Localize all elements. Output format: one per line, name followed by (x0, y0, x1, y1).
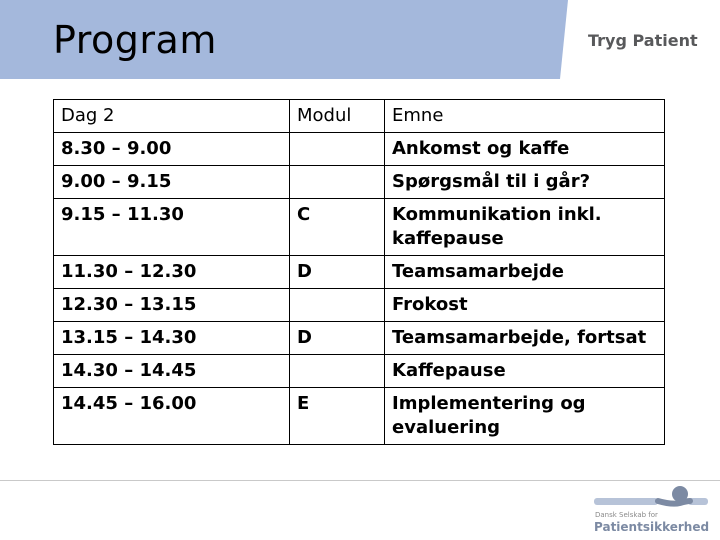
row-topic: Ankomst og kaffe (385, 133, 665, 166)
row-topic: Kaffepause (385, 355, 665, 388)
row-topic: Kommunikation inkl. kaffepause (385, 199, 665, 256)
row-topic: Teamsamarbejde, fortsat (385, 322, 665, 355)
row-module (290, 355, 385, 388)
table-row (54, 289, 665, 322)
row-time: 8.30 – 9.00 (54, 133, 290, 166)
row-time: 14.30 – 14.45 (54, 355, 290, 388)
row-module: D (290, 256, 385, 289)
patientsikkerhed-logo (588, 484, 713, 536)
row-time: 13.15 – 14.30 (54, 322, 290, 355)
column-header-module: Modul (290, 100, 385, 133)
table-row (54, 199, 665, 256)
page-title: Program (53, 18, 217, 62)
row-time: 14.45 – 16.00 (54, 388, 290, 445)
table-row (54, 166, 665, 199)
column-header-day: Dag 2 (54, 100, 290, 133)
table-row (54, 322, 665, 355)
row-topic: Spørgsmål til i går? (385, 166, 665, 199)
footer-divider (0, 480, 720, 481)
row-module: D (290, 322, 385, 355)
logo-name: Patientsikkerhed (594, 520, 710, 534)
program-table (53, 99, 665, 445)
row-topic: Teamsamarbejde (385, 256, 665, 289)
row-module: C (290, 199, 385, 256)
row-module (290, 289, 385, 322)
table-row (54, 133, 665, 166)
row-module (290, 133, 385, 166)
logo-subtitle: Dansk Selskab for (595, 511, 658, 519)
column-header-topic: Emne (385, 100, 665, 133)
table-header-row (54, 100, 665, 133)
row-module: E (290, 388, 385, 445)
row-time: 11.30 – 12.30 (54, 256, 290, 289)
brand-logo-text: Tryg Patient (588, 31, 698, 50)
row-time: 9.15 – 11.30 (54, 199, 290, 256)
logo-mark-icon (588, 484, 713, 514)
table-row (54, 256, 665, 289)
row-module (290, 166, 385, 199)
row-topic: Implementering og evaluering (385, 388, 665, 445)
table-row (54, 388, 665, 445)
row-topic: Frokost (385, 289, 665, 322)
row-time: 9.00 – 9.15 (54, 166, 290, 199)
row-time: 12.30 – 13.15 (54, 289, 290, 322)
table-row (54, 355, 665, 388)
